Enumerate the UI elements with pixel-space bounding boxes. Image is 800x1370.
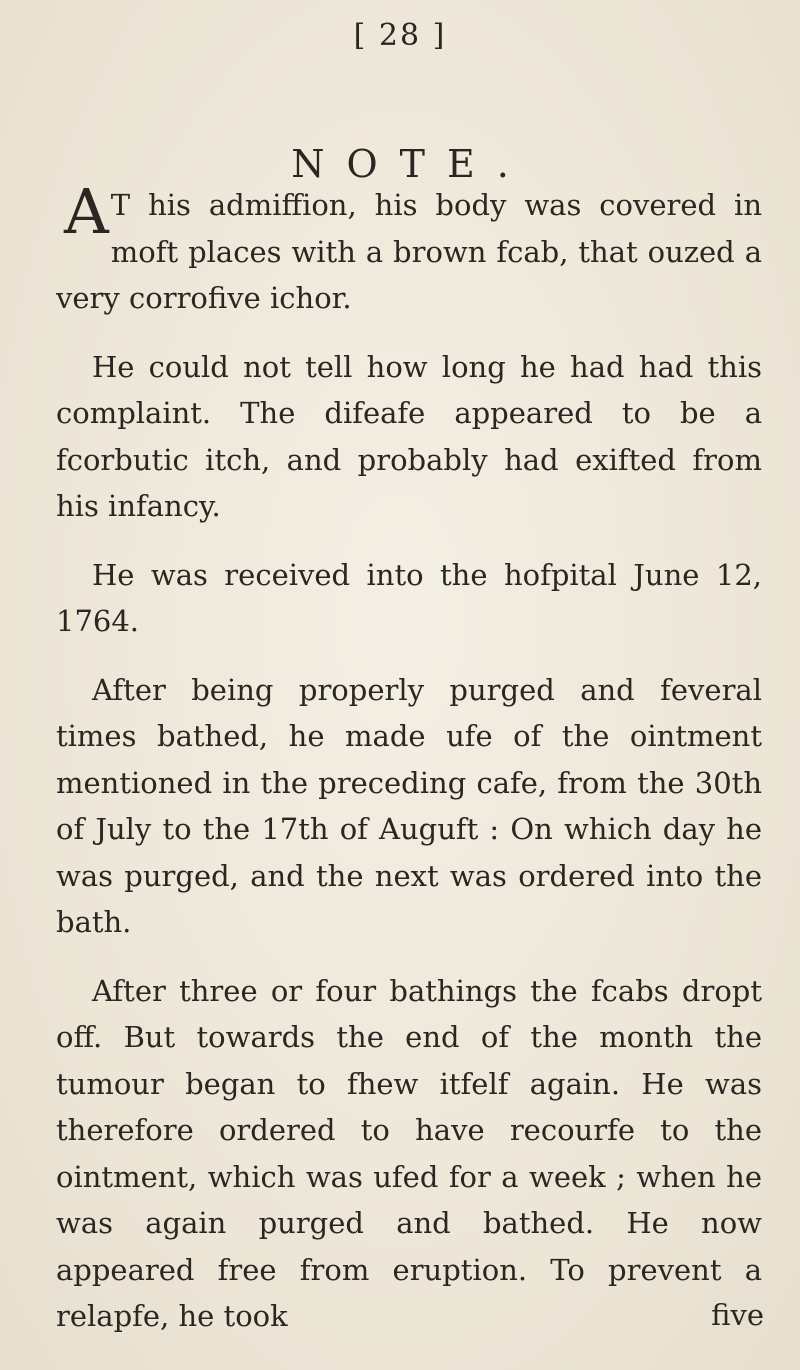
paragraph-2: He could not tell how long he had had this complaint. The difeafe appeared to be a fcorbutic itch, and probably had exifted from his infancy.	[56, 349, 762, 523]
paragraph-1	[56, 175, 762, 322]
catchword: five	[711, 1298, 764, 1332]
paragraph-5: After three or four bathings the fcabs dropt off. But towards the end of the month the tumour began to fhew itfelf again. He was therefore ordered to have recourfe to the ointment, which was ufed for a week ; when he was again purged and bathed. He now appeared free from eruption. To prevent a relapfe, he took	[56, 973, 762, 1333]
drop-cap: A	[64, 175, 109, 248]
paragraph-3: He was received into the hofpital June 12, 1764.	[56, 557, 762, 638]
page-number: [ 28 ]	[353, 18, 447, 53]
paragraph-1-text: T his admiffion, his body was covered in moft places with a brown fcab, that ouzed a very corrofive ichor.	[56, 188, 762, 315]
section-heading: NOTE.	[291, 142, 531, 186]
paragraph-4: After being properly purged and feveral times bathed, he made ufe of the ointment mentioned in the preceding cafe, from the 30th of July to the 17th of Auguft : On which day he was purged, and the next was ordered into the bath.	[56, 672, 762, 939]
body-text	[56, 175, 762, 1340]
